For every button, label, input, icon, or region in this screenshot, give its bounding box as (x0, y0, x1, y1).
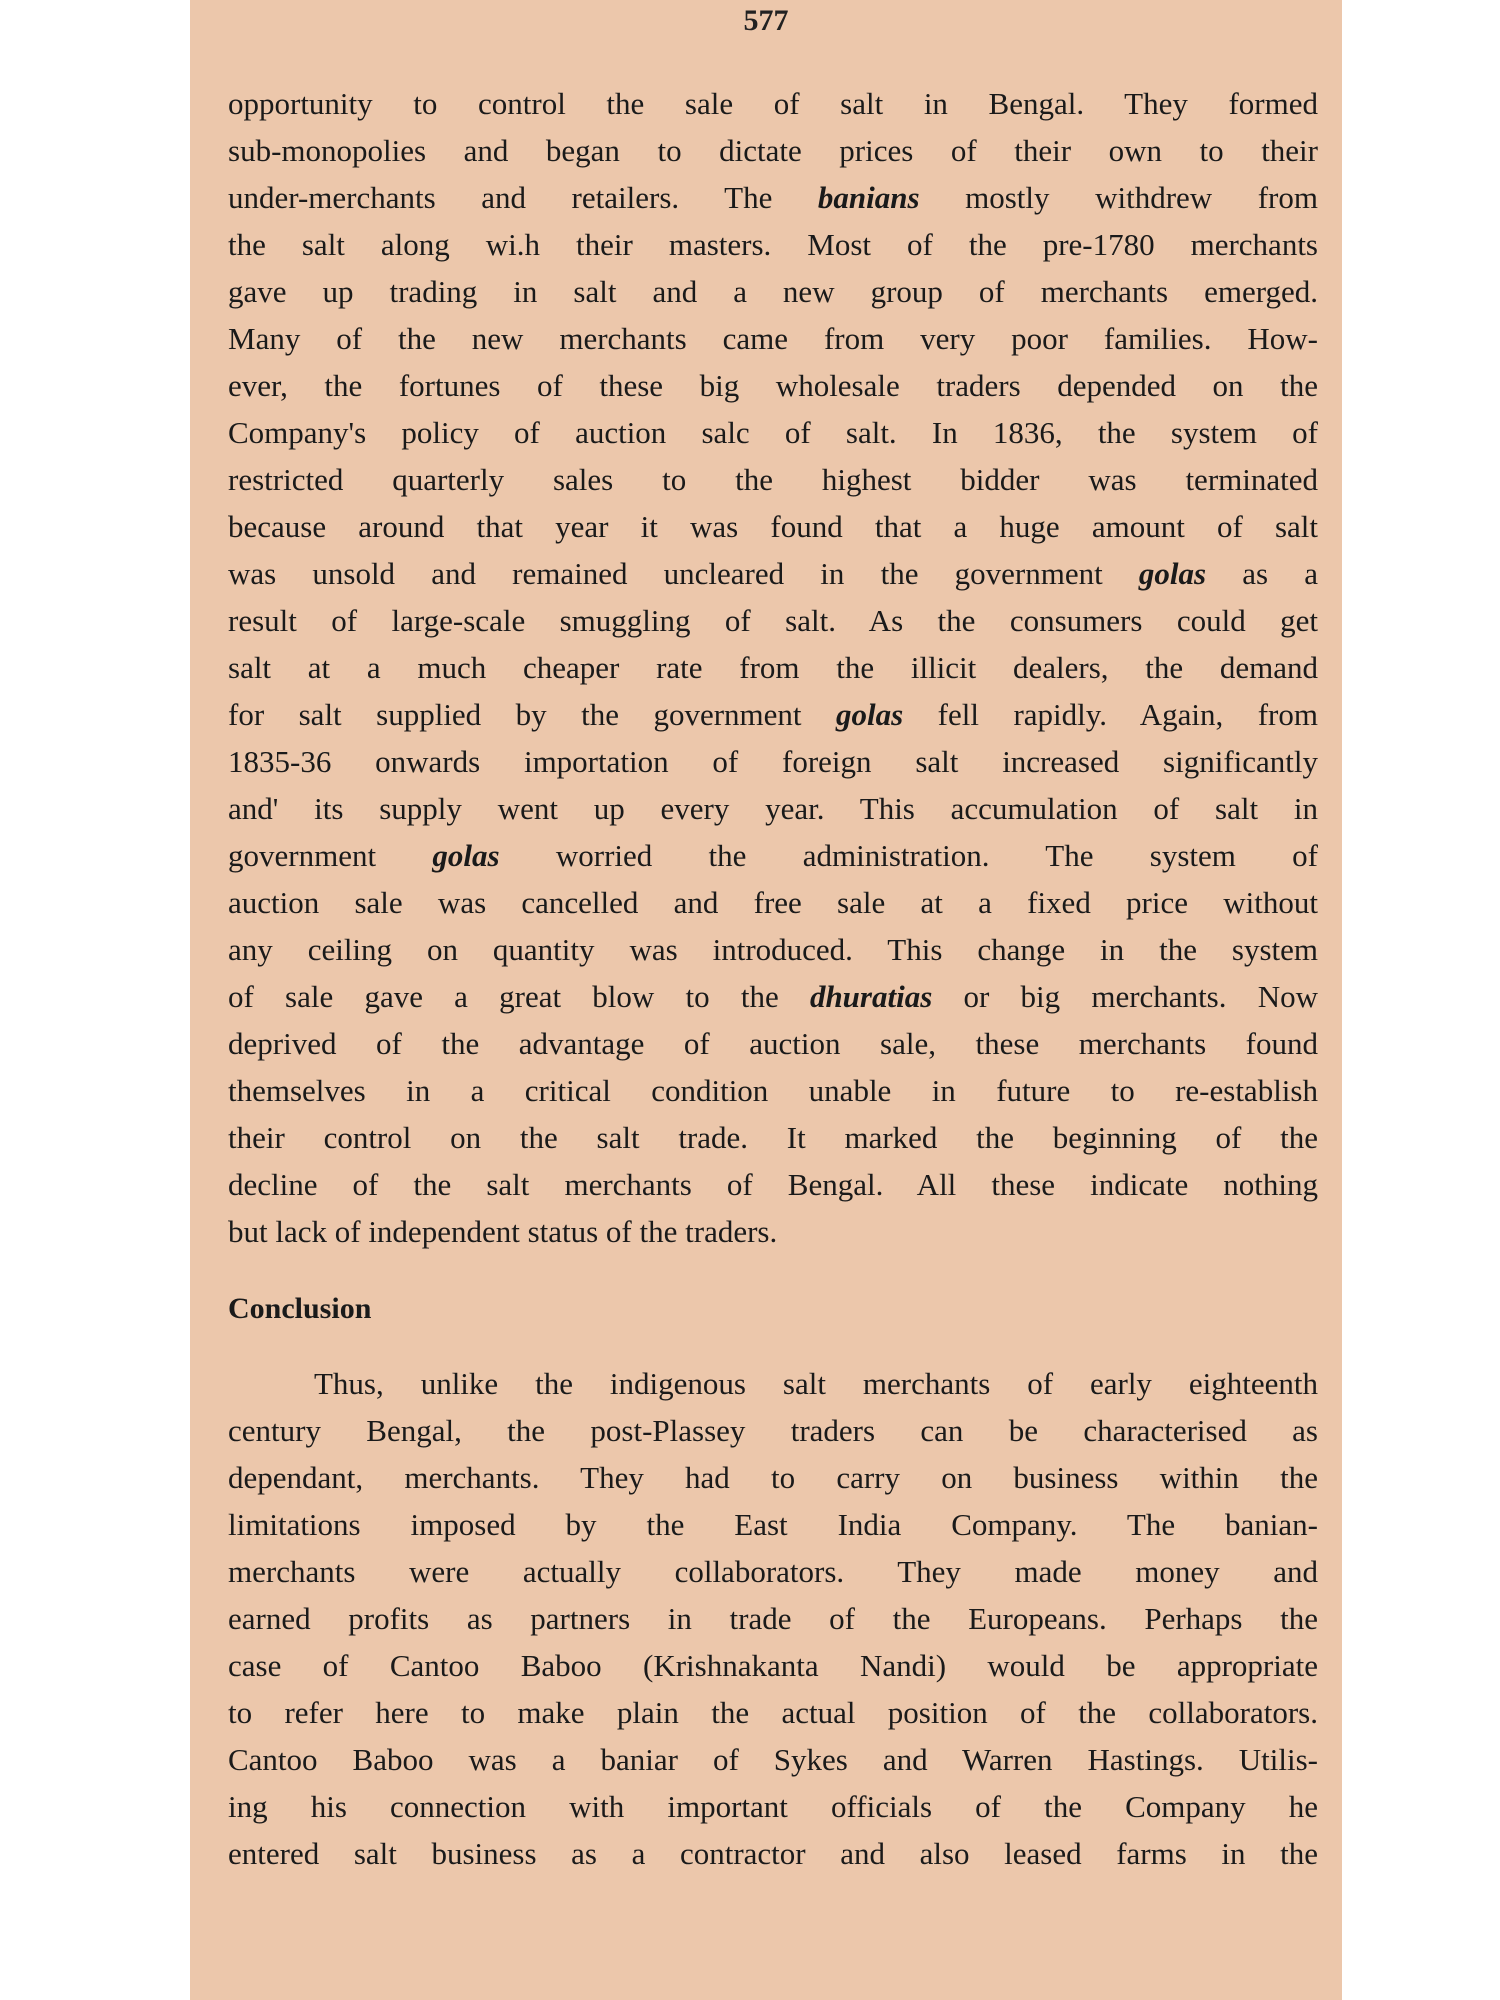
text-line: limitations imposed by the East India Company. The banian- (228, 1507, 1318, 1542)
text-line: deprived of the advantage of auction sale, these merchants found (228, 1026, 1318, 1061)
text-line: restricted quarterly sales to the highest bidder was terminated (228, 462, 1318, 497)
text-line: earned profits as partners in trade of the Europeans. Perhaps the (228, 1601, 1318, 1636)
text-line: the salt along wi.h their masters. Most of the pre-1780 merchants (228, 227, 1318, 262)
text-line: 1835-36 onwards importation of foreign salt increased significantly (228, 744, 1318, 779)
text-line: gave up trading in salt and a new group of merchants emerged. (228, 274, 1318, 309)
text-line: but lack of independent status of the traders. (228, 1214, 778, 1249)
text-segment: for salt supplied by the government (228, 697, 837, 732)
text-segment: fell rapidly. Again, from (903, 697, 1318, 732)
text-line: because around that year it was found that a huge amount of salt (228, 509, 1318, 544)
italic-term: golas (836, 697, 904, 732)
paragraph-conclusion (228, 1360, 1318, 1877)
page-number: 577 (743, 4, 789, 37)
text-line: Many of the new merchants came from very poor families. How- (228, 321, 1318, 356)
text-line: auction sale was cancelled and free sale at a fixed price without (228, 885, 1318, 920)
text-line (228, 832, 1318, 879)
text-line: result of large-scale smuggling of salt. As the consumers could get (228, 603, 1318, 638)
section-heading: Conclusion (228, 1292, 372, 1325)
text-segment: was unsold and remained uncleared in the government (228, 556, 1139, 591)
italic-term: banians (817, 180, 920, 215)
italic-term: golas (432, 838, 500, 873)
text-line: any ceiling on quantity was introduced. This change in the system (228, 932, 1318, 967)
text-line: decline of the salt merchants of Bengal. All these indicate nothing (228, 1167, 1318, 1202)
text-line (228, 691, 1318, 738)
text-line (228, 550, 1318, 597)
body-text (228, 80, 1318, 1877)
text-line: entered salt business as a contractor and also leased farms in the (228, 1836, 1318, 1871)
paragraph-salt-trade (228, 80, 1318, 1255)
text-line: their control on the salt trade. It marked the beginning of the (228, 1120, 1318, 1155)
text-line: to refer here to make plain the actual position of the collaborators. (228, 1695, 1318, 1730)
text-segment: under-merchants and retailers. The (228, 180, 818, 215)
book-page (190, 0, 1342, 2000)
text-segment: mostly withdrew from (919, 180, 1318, 215)
text-line: Cantoo Baboo was a baniar of Sykes and Warren Hastings. Utilis- (228, 1742, 1318, 1777)
text-line (228, 973, 1318, 1020)
text-segment: as a (1206, 556, 1318, 591)
text-line: salt at a much cheaper rate from the illicit dealers, the demand (228, 650, 1318, 685)
text-line: themselves in a critical condition unable in future to re-establish (228, 1073, 1318, 1108)
text-line: sub-monopolies and began to dictate prices of their own to their (228, 133, 1318, 168)
text-segment: of sale gave a great blow to the (228, 979, 810, 1014)
italic-term: golas (1138, 556, 1207, 591)
text-line: case of Cantoo Baboo (Krishnakanta Nandi) would be appropriate (228, 1648, 1318, 1683)
text-line: Company's policy of auction salc of salt. In 1836, the system of (228, 415, 1318, 450)
text-line: and' its supply went up every year. This accumulation of salt in (228, 791, 1318, 826)
text-line: merchants were actually collaborators. They made money and (228, 1554, 1318, 1589)
italic-term: dhuratias (809, 979, 933, 1014)
text-line: opportunity to control the sale of salt in Bengal. They formed (228, 86, 1318, 121)
text-line: dependant, merchants. They had to carry on business within the (228, 1460, 1318, 1495)
text-line: Thus, unlike the indigenous salt merchants of early eighteenth (314, 1366, 1318, 1401)
text-segment: or big merchants. Now (932, 979, 1318, 1014)
text-line: ever, the fortunes of these big wholesale traders depended on the (228, 368, 1318, 403)
text-line: ing his connection with important officials of the Company he (228, 1789, 1318, 1824)
text-segment: worried the administration. The system of (499, 838, 1318, 873)
text-line (228, 174, 1318, 221)
text-line: century Bengal, the post-Plassey traders can be characterised as (228, 1413, 1318, 1448)
text-segment: government (228, 838, 433, 873)
